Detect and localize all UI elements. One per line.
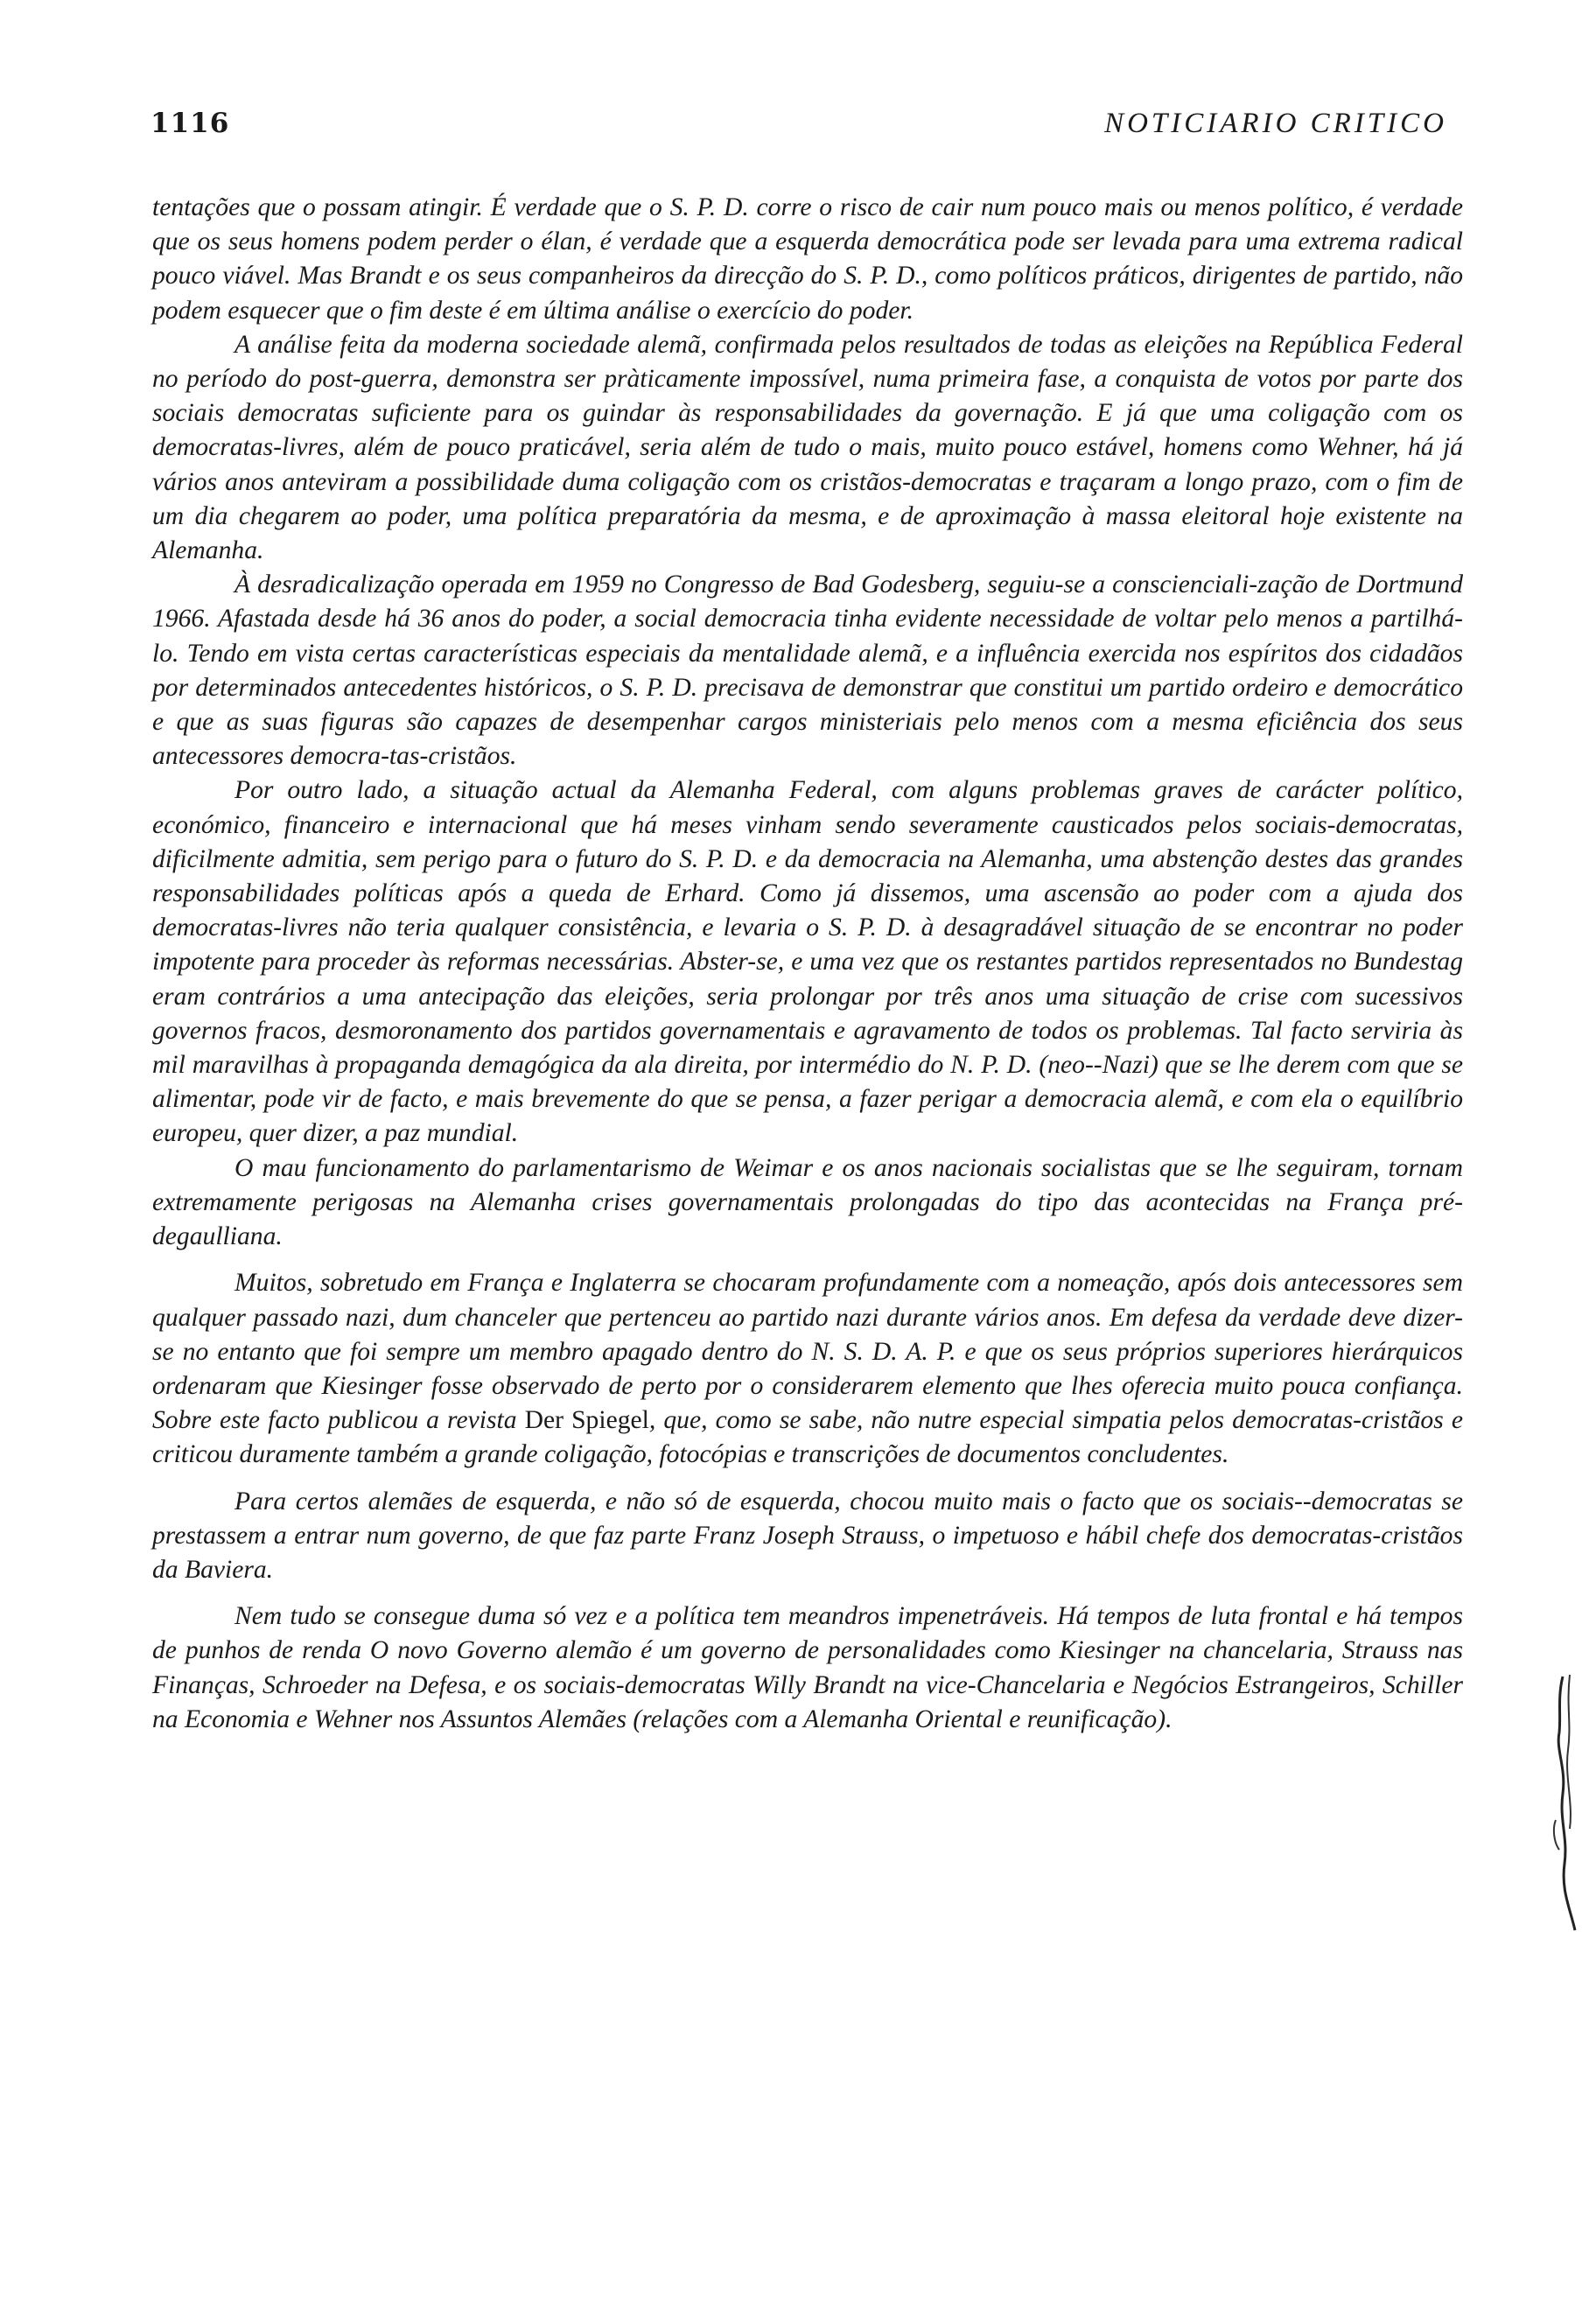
paragraph-7: Para certos alemães de esquerda, e não só de esquerda, chocou muito mais o facto que os sociais--democratas se prestassem a entrar num governo, de que faz parte Franz Joseph Strauss, o impetuoso e hábil chefe dos democratas-cristãos da Baviera.	[152, 1487, 1463, 1584]
paragraph-6-part-2: , que, como se sabe, não nutre especial simpatia pelos democratas-cristãos e criticou duramente também a grande coligação, fotocópias e transcrições de documentos concludentes.	[152, 1406, 1463, 1469]
page-header	[150, 102, 1447, 145]
article-body	[152, 191, 1463, 1737]
paragraph-6-part-1: Muitos, sobretudo em França e Inglaterra se chocaram profundamente com a nomeação, após dois antecessores sem qualquer passado nazi, dum chanceler que pertenceu ao partido nazi durante vários anos. Em defesa da verdade deve dizer-se no entanto que foi sempre um membro apagado dentro do N. S. D. A. P. e que os seus próprios superiores hierárquicos ordenaram que Kiesinger fosse observado de perto por o considerarem elemento que lhes oferecia muito pouca confiança. Sobre este facto publicou a revista	[152, 1269, 1463, 1435]
paragraph-5: O mau funcionamento do parlamentarismo de Weimar e os anos nacionais socialistas que se lhe seguiram, tornam extremamente perigosas na Alemanha crises governamentais prolongadas do tipo das acontecidas na França pré-degaulliana.	[152, 1153, 1463, 1251]
paragraph-6	[152, 1266, 1463, 1472]
paragraph-1: tentações que o possam atingir. É verdade que o S. P. D. corre o risco de cair num pouco mais ou menos político, é verdade que os seus homens podem perder o élan, é verdade que a esquerda democrática pode ser levada para uma extrema radical pouco viável. Mas Brandt e os seus companheiros da direcção do S. P. D., como políticos práticos, dirigentes de partido, não podem esquecer que o fim deste é em última análise o exercício do poder.	[152, 193, 1463, 325]
running-head: NOTICIARIO CRITICO	[1104, 107, 1447, 139]
publication-name: Der Spiegel	[524, 1406, 649, 1435]
paragraph-8: Nem tudo se consegue duma só vez e a política tem meandros impenetráveis. Há tempos de luta frontal e há tempos de punhos de renda O novo Governo alemão é um governo de personalidades como Kiesinger na chancelaria, Strauss nas Finanças, Schroeder na Defesa, e os sociais-democratas Willy Brandt na vice-Chancelaria e Negócios Estrangeiros, Schiller na Economia e Wehner nos Assuntos Alemães (relações com a Alemanha Oriental e reunificação).	[152, 1602, 1463, 1733]
paragraph-4: Por outro lado, a situação actual da Alemanha Federal, com alguns problemas graves de carácter político, económico, financeiro e internacional que há meses vinham sendo severamente causticados pelos sociais-democratas, dificilmente admitia, sem perigo para o futuro do S. P. D. e da democracia na Alemanha, uma abstenção destes das grandes responsabilidades políticas após a queda de Erhard. Como já dissemos, uma ascensão ao poder com a ajuda dos democratas-livres não teria qualquer consistência, e levaria o S. P. D. à desagradável situação de se encontrar no poder impotente para proceder às reformas necessárias. Abster-se, e uma vez que os restantes partidos representados no Bundestag eram contrários a uma antecipação das eleições, seria prolongar por três anos uma situação de crise com sucessivos governos fracos, desmoronamento dos partidos governamentais e agravamento de todos os problemas. Tal facto serviria às mil maravilhas à propaganda demagógica da ala direita, por intermédio do N. P. D. (neo--Nazi) que se lhe derem com que se alimentar, pode vir de facto, e mais brevemente do que se pensa, a fazer perigar a democracia alemã, e com ela o equilíbrio europeu, quer dizer, a paz mundial.	[152, 776, 1463, 1148]
page-number: 1116	[150, 108, 230, 139]
paragraph-3: À desradicalização operada em 1959 no Congresso de Bad Godesberg, seguiu-se a conscienciali-zação de Dortmund 1966. Afastada desde há 36 anos do poder, a social democracia tinha evidente necessidade de voltar pelo menos a partilhá-lo. Tendo em vista certas características especiais da mentalidade alemã, e a influência exercida nos espíritos dos cidadãos por determinados antecedentes históricos, o S. P. D. precisava de demonstrar que constitui um partido ordeiro e democrático e que as suas figuras são capazes de desempenhar cargos ministeriais pelo menos com a mesma eficiência dos seus antecessores democra-tas-cristãos.	[152, 570, 1463, 771]
margin-pencil-mark	[1550, 1671, 1582, 1934]
paragraph-2: A análise feita da moderna sociedade alemã, confirmada pelos resultados de todas as eleições na República Federal no período do post-guerra, demonstra ser pràticamente impossível, numa primeira fase, a conquista de votos por parte dos sociais democratas suficiente para os guindar às responsabilidades da governação. E já que uma coligação com os democratas-livres, além de pouco praticável, seria além de tudo o mais, muito pouco estável, homens como Wehner, há já vários anos anteviram a possibilidade duma coligação com os cristãos-democratas e traçaram a longo prazo, com o fim de um dia chegarem ao poder, uma política preparatória da mesma, e de aproximação à massa eleitoral hoje existente na Alemanha.	[152, 330, 1463, 565]
